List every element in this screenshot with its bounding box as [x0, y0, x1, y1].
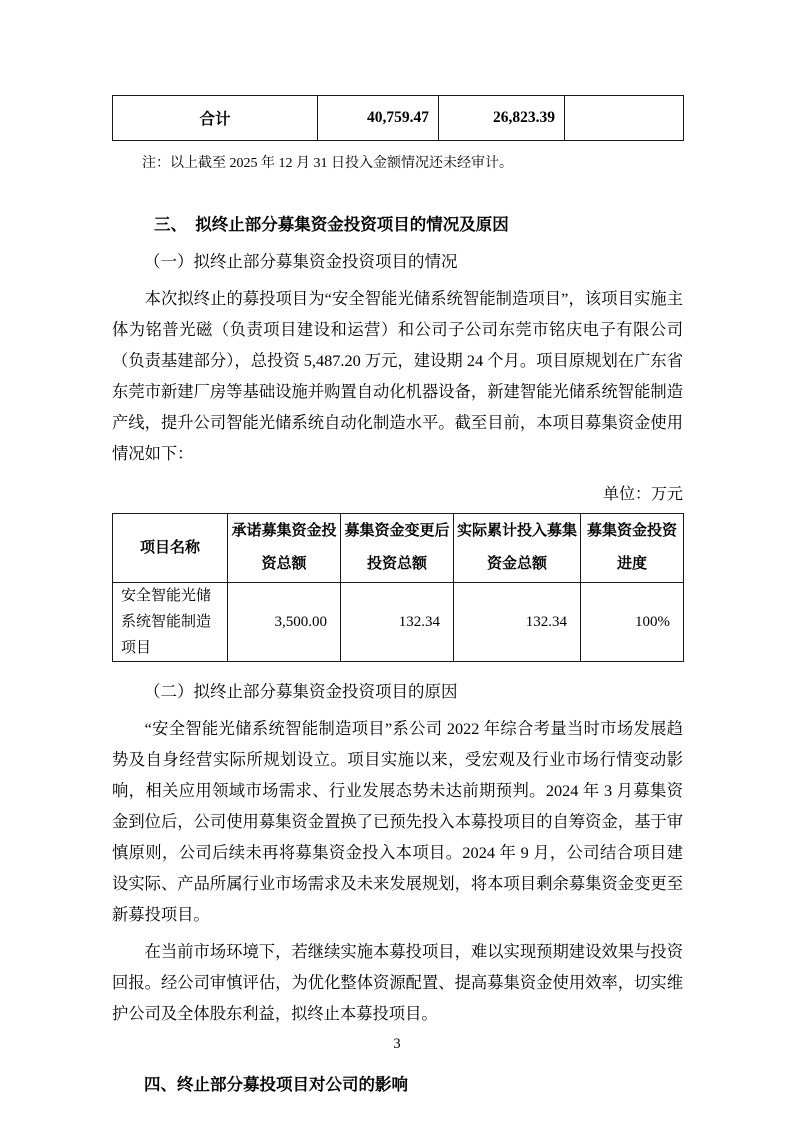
- project-funds-table: [112, 513, 684, 662]
- section3-sub1-heading: （一）拟终止部分募集资金投资项目的情况: [144, 252, 458, 271]
- header-committed: 承诺募集资金投资总额: [228, 514, 341, 583]
- header-invested: 实际累计投入募集资金总额: [454, 514, 581, 583]
- header-project-name: 项目名称: [113, 514, 228, 583]
- section4-heading: 四、终止部分募投项目对公司的影响: [144, 1075, 408, 1094]
- invested-cell: 132.34: [454, 583, 581, 662]
- table-row: [113, 96, 684, 141]
- table-row: [113, 583, 684, 662]
- total-label-cell: 合计: [113, 96, 318, 141]
- changed-cell: 132.34: [341, 583, 454, 662]
- section3-paragraph-3: 在当前市场环境下，若继续实施本募投项目，难以实现预期建设效果与投资回报。经公司审慎评估，为优化整体资源配置、提高募集资金使用效率，切实维护公司及全体股东利益，拟终止本募投项目。: [112, 942, 683, 1023]
- progress-cell: 100%: [581, 583, 684, 662]
- audit-note: 注：以上截至 2025 年 12 月 31 日投入金额情况还未经审计。: [142, 156, 513, 171]
- header-progress: 募集资金投资进度: [581, 514, 684, 583]
- page-content: [112, 95, 683, 1100]
- unit-label: 单位：万元: [602, 486, 683, 503]
- project-name-cell: 安全智能光储系统智能制造项目: [113, 583, 228, 662]
- total-blank-cell: [565, 96, 684, 141]
- section3-paragraph-1: 本次拟终止的募投项目为“安全智能光储系统智能制造项目”，该项目实施主体为铭普光磁（负责项目建设和运营）和公司子公司东莞市铭庆电子有限公司（负责基建部分），总投资 5,487.20 万元，建设期 24 个月。项目原规划在广东省东莞市新建厂房等基础设施并购置自动化机器设备，新建智能光储系统智能制造产线，提升公司智能光储系统自动化制造水平。截至目前，本项目募集资金使用情况如下：: [112, 289, 683, 463]
- total-committed-cell: 40,759.47: [318, 96, 439, 141]
- summary-total-table: [112, 95, 684, 141]
- section3-paragraph-2: “安全智能光储系统智能制造项目”系公司 2022 年综合考量当时市场发展趋势及自身经营实际所规划设立。项目实施以来，受宏观及行业市场行情变动影响，相关应用领域市场需求、行业发展态势未达前期预判。2024 年 3 月募集资金到位后，公司使用募集资金置换了已预先投入本募投项目的自筹资金，基于审慎原则，公司后续未再将募集资金投入本项目。2024 年 9 月，公司结合项目建设实际、产品所属行业市场需求及未来发展规划，将本项目剩余募集资金变更至新募投项目。: [112, 719, 683, 924]
- total-invested-cell: 26,823.39: [439, 96, 565, 141]
- section3-sub2-heading: （二）拟终止部分募集资金投资项目的原因: [144, 682, 458, 701]
- section3-heading: 三、 拟终止部分募集资金投资项目的情况及原因: [154, 215, 509, 234]
- table-header-row: [113, 514, 684, 583]
- page-number: 3: [393, 1036, 401, 1052]
- committed-cell: 3,500.00: [228, 583, 341, 662]
- header-changed: 募集资金变更后投资总额: [341, 514, 454, 583]
